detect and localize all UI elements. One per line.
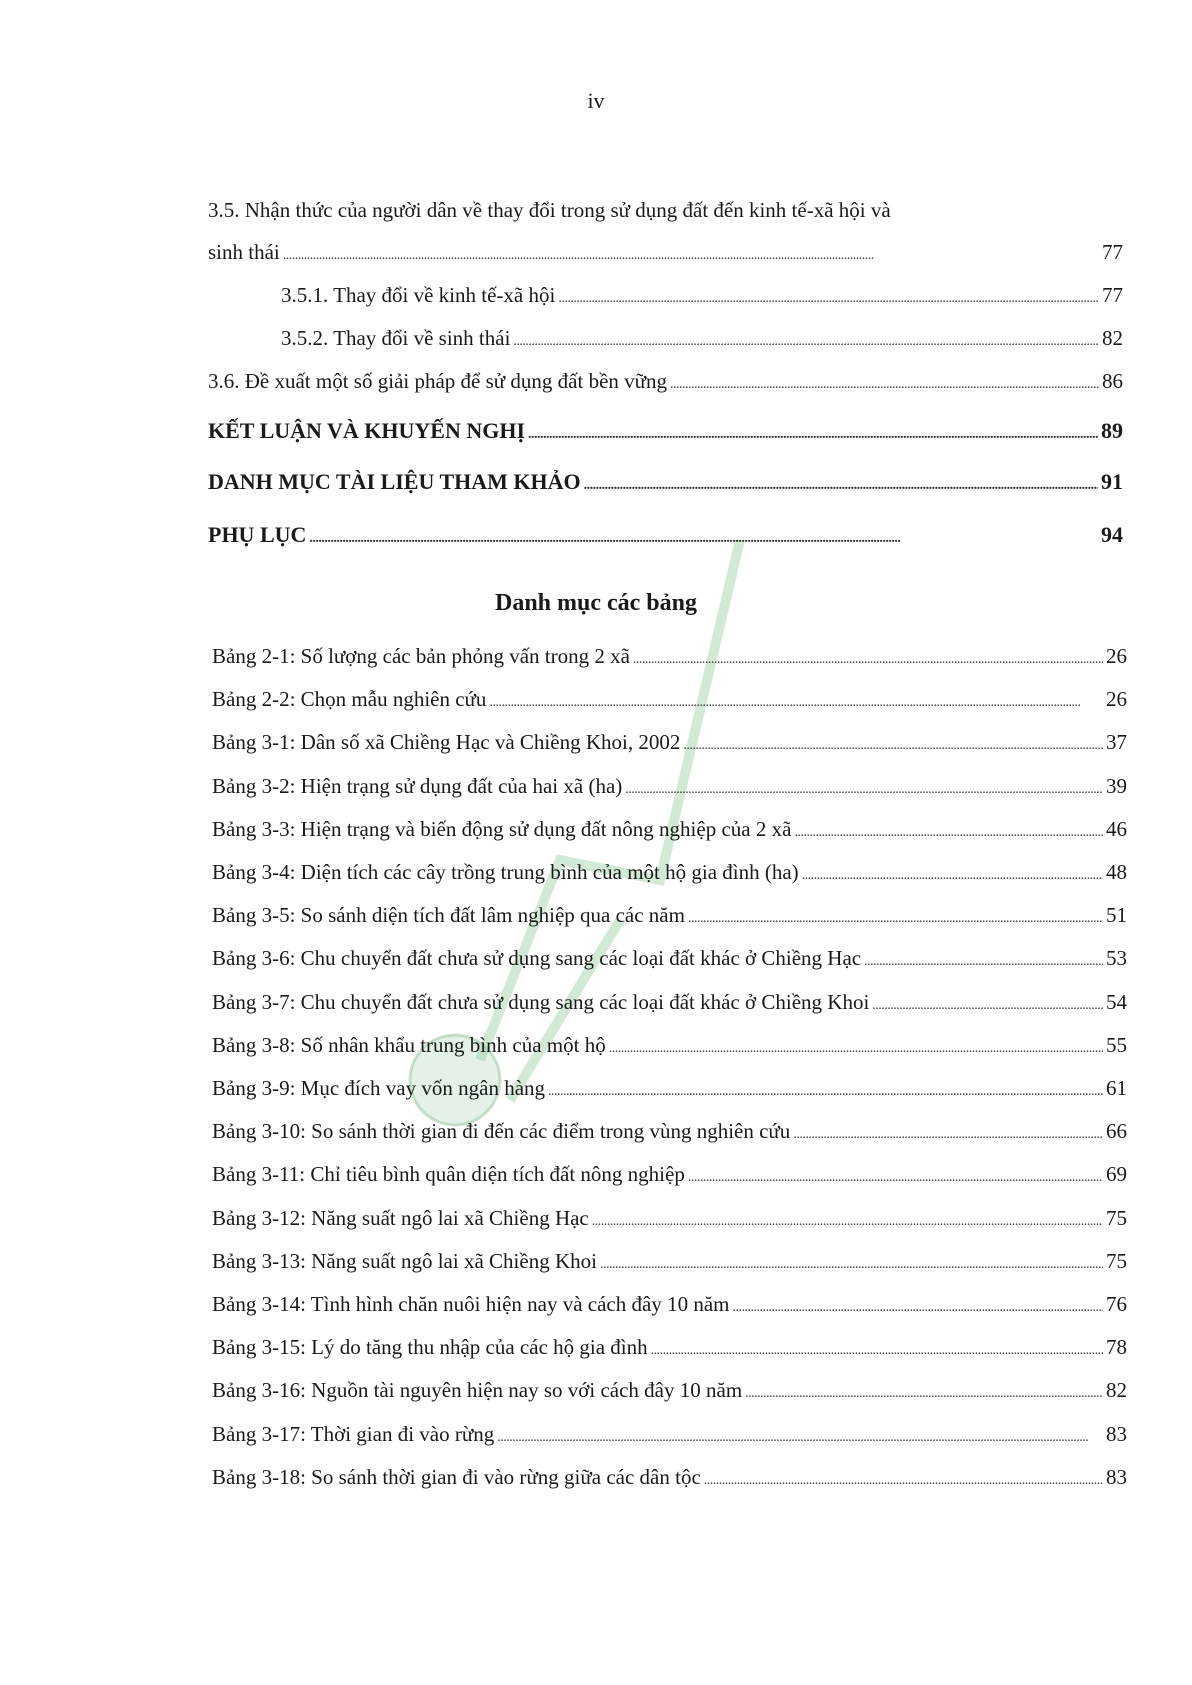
toc-page: 94 (1101, 522, 1123, 547)
leader-dots (794, 817, 1103, 842)
table-page: 83 (1106, 1464, 1127, 1489)
leader-dots (309, 522, 1098, 548)
leader-dots (864, 946, 1103, 971)
table-label: Bảng 3-6: Chu chuyển đất chưa sử dụng sang các loại đất khác ở Chiềng Hạc (212, 946, 862, 971)
table-page: 78 (1106, 1335, 1127, 1360)
leader-dots (497, 1422, 1103, 1447)
table-label: Bảng 3-2: Hiện trạng sử dụng đất của hai xã (ha) (212, 773, 623, 798)
table-list-item[interactable] (212, 644, 1127, 669)
table-list-item[interactable] (212, 1206, 1127, 1231)
table-label: Bảng 3-4: Diện tích các cây trồng trung bình của một hộ gia đình (ha) (212, 860, 799, 884)
toc-entry-appendix[interactable] (208, 522, 1123, 548)
leader-dots (704, 1465, 1103, 1490)
toc-page: 91 (1101, 469, 1123, 494)
table-label: Bảng 3-18: So sánh thời gian đi vào rừng giữa các dân tộc (212, 1464, 701, 1489)
table-label: Bảng 3-10: So sánh thời gian đi đến các điểm trong vùng nghiên cứu (212, 1119, 791, 1144)
table-page: 61 (1106, 1076, 1127, 1100)
leader-dots (872, 990, 1103, 1015)
table-list-item[interactable] (212, 1335, 1127, 1360)
leader-dots (683, 730, 1103, 755)
toc-label: sinh thái (208, 240, 280, 264)
table-list-item[interactable] (212, 774, 1127, 799)
toc-entry-3-5-2[interactable] (281, 326, 1123, 351)
toc-entry-3-6[interactable] (208, 369, 1123, 394)
table-label: Bảng 3-16: Nguồn tài nguyên hiện nay so với cách đây 10 năm (212, 1378, 743, 1403)
table-list-item[interactable] (212, 730, 1127, 755)
table-page: 39 (1106, 773, 1127, 798)
table-list-item[interactable] (212, 860, 1127, 885)
table-list-item[interactable] (212, 1249, 1127, 1274)
table-page: 55 (1106, 1032, 1127, 1057)
toc-page: 77 (1102, 240, 1123, 264)
toc-label: 3.6. Đề xuất một số giải pháp để sử dụng đất bền vững (208, 369, 668, 393)
table-page: 69 (1106, 1162, 1127, 1187)
toc-label: DANH MỤC TÀI LIỆU THAM KHẢO (208, 469, 581, 494)
table-page: 82 (1106, 1378, 1127, 1403)
toc-label: PHỤ LỤC (208, 522, 307, 547)
table-label: Bảng 3-15: Lý do tăng thu nhập của các hộ gia đình (212, 1335, 648, 1360)
leader-dots (670, 369, 1099, 394)
leader-dots (625, 774, 1103, 799)
table-page: 83 (1106, 1421, 1127, 1446)
leader-dots (283, 240, 1099, 265)
table-page: 76 (1106, 1292, 1127, 1316)
toc-entry-3-5-1[interactable] (281, 283, 1123, 308)
tables-section-title: Danh mục các bảng (494, 590, 698, 616)
table-label: Bảng 3-11: Chỉ tiêu bình quân diện tích đất nông nghiệp (212, 1162, 685, 1187)
leader-dots (651, 1335, 1103, 1360)
table-label: Bảng 3-12: Năng suất ngô lai xã Chiềng Hạc (212, 1205, 589, 1230)
toc-page: 89 (1101, 418, 1123, 443)
table-label: Bảng 3-9: Mục đích vay vốn ngân hàng (212, 1076, 546, 1100)
leader-dots (688, 903, 1103, 928)
table-page: 53 (1106, 946, 1127, 971)
leader-dots (633, 644, 1103, 669)
table-label: Bảng 3-1: Dân số xã Chiềng Hạc và Chiềng Khoi, 2002 (212, 730, 681, 755)
table-label: Bảng 2-2: Chọn mẫu nghiên cứu (212, 687, 487, 712)
table-list-item[interactable] (212, 1119, 1127, 1144)
table-list-item[interactable] (212, 1465, 1127, 1490)
toc-entry-references[interactable] (208, 469, 1123, 495)
table-list-item[interactable] (212, 1033, 1127, 1058)
table-page: 48 (1106, 860, 1127, 884)
leader-dots (548, 1076, 1103, 1101)
table-page: 51 (1106, 903, 1127, 928)
leader-dots (558, 283, 1099, 308)
table-list-item[interactable] (212, 1076, 1127, 1101)
table-list-item[interactable] (212, 1292, 1127, 1317)
toc-label: KẾT LUẬN VÀ KHUYẾN NGHỊ (208, 418, 526, 443)
table-list-item[interactable] (212, 817, 1127, 842)
table-label: Bảng 3-14: Tình hình chăn nuôi hiện nay và cách đây 10 năm (212, 1292, 730, 1316)
toc-label: 3.5.2. Thay đổi về sinh thái (281, 326, 511, 350)
table-list-item[interactable] (212, 1422, 1127, 1447)
table-label: Bảng 3-5: So sánh diện tích đất lâm nghiệp qua các năm (212, 903, 685, 928)
leader-dots (528, 418, 1098, 444)
leader-dots (592, 1206, 1103, 1231)
table-page: 26 (1106, 644, 1127, 668)
table-label: Bảng 3-17: Thời gian đi vào rừng (212, 1421, 495, 1446)
table-page: 26 (1106, 687, 1127, 712)
leader-dots (609, 1033, 1103, 1058)
table-page: 37 (1106, 730, 1127, 755)
table-page: 75 (1106, 1205, 1127, 1230)
toc-entry-conclusion[interactable] (208, 418, 1123, 444)
leader-dots (793, 1119, 1103, 1144)
toc-page: 86 (1102, 369, 1123, 393)
table-list-item[interactable] (212, 1378, 1127, 1403)
table-list-item[interactable] (212, 990, 1127, 1015)
table-page: 75 (1106, 1248, 1127, 1273)
leader-dots (600, 1249, 1103, 1274)
leader-dots (513, 326, 1099, 351)
table-label: Bảng 3-13: Năng suất ngô lai xã Chiềng Khoi (212, 1248, 597, 1273)
leader-dots (584, 469, 1098, 495)
leader-dots (802, 860, 1103, 885)
table-page: 54 (1106, 989, 1127, 1014)
table-list-item[interactable] (212, 687, 1127, 712)
table-list-item[interactable] (212, 946, 1127, 971)
table-page: 46 (1106, 816, 1127, 841)
table-label: Bảng 3-8: Số nhân khẩu trung bình của một hộ (212, 1032, 606, 1057)
leader-dots (489, 687, 1103, 712)
toc-page: 82 (1102, 326, 1123, 350)
leader-dots (732, 1292, 1103, 1317)
leader-dots (745, 1378, 1103, 1403)
table-label: Bảng 3-3: Hiện trạng và biến động sử dụng đất nông nghiệp của 2 xã (212, 816, 792, 841)
toc-entry-3-5[interactable] (208, 240, 1123, 265)
page-number: iv (587, 88, 605, 113)
toc-page: 77 (1102, 283, 1123, 307)
toc-entry-3-5-line1[interactable]: 3.5. Nhận thức của người dân về thay đổi trong sử dụng đất đến kinh tế-xã hội và (208, 198, 891, 222)
table-label: Bảng 3-7: Chu chuyển đất chưa sử dụng sang các loại đất khác ở Chiềng Khoi (212, 989, 870, 1014)
table-page: 66 (1106, 1119, 1127, 1144)
table-list-item[interactable] (212, 1162, 1127, 1187)
toc-label: 3.5.1. Thay đổi về kinh tế-xã hội (281, 283, 556, 307)
table-label: Bảng 2-1: Số lượng các bản phỏng vấn trong 2 xã (212, 644, 630, 668)
table-list-item[interactable] (212, 903, 1127, 928)
leader-dots (688, 1162, 1103, 1187)
